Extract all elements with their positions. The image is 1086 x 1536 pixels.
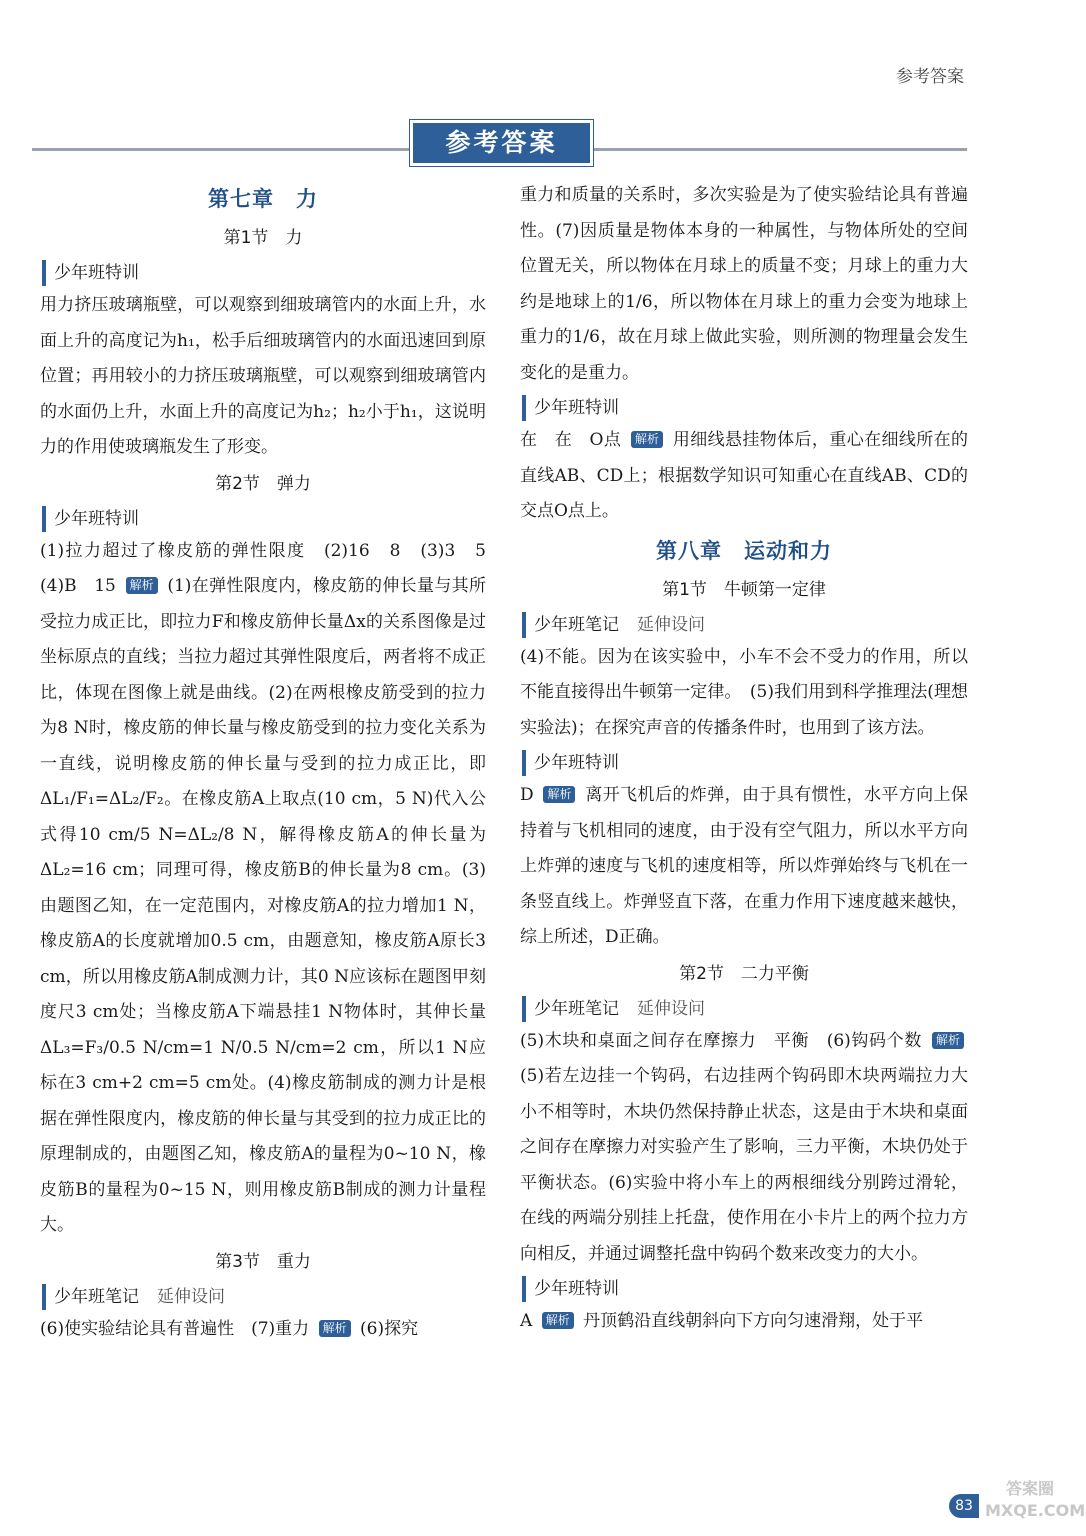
answer-text: 在 在 O点 bbox=[520, 430, 622, 450]
label-text: 少年班笔记 bbox=[534, 998, 619, 1019]
section-label bbox=[522, 395, 968, 421]
label-text: 少年班笔记 bbox=[534, 614, 619, 635]
answer-paragraph bbox=[520, 778, 968, 956]
analysis-text: (6)探究 bbox=[360, 1318, 419, 1339]
answer-text: (1)拉力超过了橡皮筋的弹性限度 (2)16 8 (3)3 5 (4)B 15 bbox=[40, 540, 503, 596]
answer-text: D bbox=[520, 785, 534, 805]
section-title: 第1节 力 bbox=[223, 228, 303, 248]
chapter-7-title: 第七章 力 bbox=[208, 187, 318, 211]
section-label bbox=[522, 996, 968, 1022]
label-subtitle: 延伸设问 bbox=[637, 614, 705, 635]
section-label bbox=[42, 260, 486, 286]
answer-paragraph: 用力挤压玻璃瓶壁，可以观察到细玻璃管内的水面上升，水面上升的高度记为h₁，松手后细玻璃管内的水面迅速回到原位置；再用较小的力挤压玻璃瓶壁，可以观察到细玻璃管内的水面仍上升，水面上升的高度记为h₂；h₂小于h₁，这说明力的作用使玻璃瓶发生了形变。 bbox=[40, 295, 486, 457]
left-column bbox=[40, 178, 503, 1347]
section-title: 第2节 弹力 bbox=[215, 473, 311, 494]
watermark-text: 答案圈 bbox=[1005, 1479, 1054, 1498]
analysis-text: 离开飞机后的炸弹，由于具有惯性，水平方向上保持着与飞机相同的速度，由于没有空气阻力，所以水平方向上炸弹的速度与飞机的速度相等，所以炸弹始终与飞机在一条竖直线上。炸弹竖直下落，在重力作用下速度越来越快，综上所述，D正确。 bbox=[520, 785, 969, 947]
section-label bbox=[522, 612, 968, 638]
watermark bbox=[985, 1478, 1086, 1533]
section-title: 第3节 重力 bbox=[215, 1251, 311, 1272]
section-label bbox=[522, 750, 968, 776]
answer-paragraph: 重力和质量的关系时，多次实验是为了使实验结论具有普遍性。(7)因质量是物体本身的一种属性，与物体所处的空间位置无关，所以物体在月球上的质量不变；月球上的重力大约是地球上的1/6，所以物体在月球上的重力会变为地球上重力的1/6，故在月球上做此实验，则所测的物理量会发生变化的是重力。 bbox=[520, 185, 968, 383]
analysis-text: 丹顶鹤沿直线朝斜向下方向匀速滑翔，处于平 bbox=[583, 1311, 924, 1331]
label-text: 少年班特训 bbox=[534, 1279, 619, 1299]
right-column bbox=[520, 178, 968, 1340]
running-head: 参考答案 bbox=[896, 67, 964, 87]
answer-paragraph bbox=[40, 1312, 486, 1348]
watermark-url: MXQE.COM bbox=[985, 1501, 1086, 1520]
answer-text: (5)木块和桌面之间存在摩擦力 平衡 (6)钩码个数 bbox=[520, 1030, 922, 1051]
analysis-tag: 解析 bbox=[542, 1312, 574, 1329]
label-subtitle: 延伸设问 bbox=[157, 1286, 225, 1307]
analysis-tag: 解析 bbox=[932, 1032, 964, 1049]
answer-paragraph bbox=[520, 1304, 968, 1340]
label-subtitle: 延伸设问 bbox=[637, 998, 705, 1019]
answer-text: (6)使实验结论具有普遍性 (7)重力 bbox=[40, 1318, 310, 1339]
analysis-text: (5)若左边挂一个钩码，右边挂两个钩码即木块两端拉力大小不相等时，木块仍然保持静止状态，这是由于木块和桌面之间存在摩擦力对实验产生了影响，三力平衡，木块仍处于平衡状态。(6)实验中将小车上的两根细线分别跨过滑轮，在线的两端分别挂上托盘，使作用在小卡片上的两个拉力方向相反，并通过调整托盘中钩码个数来改变力的大小。 bbox=[520, 1066, 968, 1264]
analysis-tag: 解析 bbox=[543, 786, 575, 803]
section-title: 第1节 牛顿第一定律 bbox=[662, 579, 826, 600]
section-title: 第2节 二力平衡 bbox=[679, 963, 809, 984]
answer-paragraph: (4)不能。因为在该实验中，小车不会不受力的作用，所以不能直接得出牛顿第一定律。 (5)我们用到科学推理法(理想实验法)；在探究声音的传播条件时，也用到了该方法。 bbox=[520, 646, 968, 738]
chapter-8-title: 第八章 运动和力 bbox=[656, 538, 832, 563]
answer-paragraph bbox=[520, 423, 968, 530]
analysis-tag: 解析 bbox=[319, 1320, 351, 1337]
page-number: 83 bbox=[949, 1494, 979, 1518]
label-text: 少年班特训 bbox=[534, 398, 619, 418]
label-text: 少年班特训 bbox=[534, 753, 619, 773]
section-label bbox=[522, 1276, 968, 1302]
answer-paragraph bbox=[40, 534, 503, 1244]
label-text: 少年班特训 bbox=[54, 263, 139, 283]
answer-paragraph bbox=[520, 1024, 968, 1273]
analysis-tag: 解析 bbox=[126, 577, 158, 594]
answer-banner: 参考答案 bbox=[410, 120, 593, 166]
section-label bbox=[42, 1284, 486, 1310]
section-label bbox=[42, 506, 486, 532]
label-text: 少年班笔记 bbox=[54, 1286, 139, 1307]
analysis-text: 用细线悬挂物体后，重心在细线所在的直线AB、CD上；根据数学知识可知重心在直线AB、CD的交点O点上。 bbox=[520, 430, 969, 521]
label-text: 少年班特训 bbox=[54, 508, 139, 529]
analysis-text: (1)在弹性限度内，橡皮筋的伸长量与其所受拉力成正比，即拉力F和橡皮筋伸长量Δx的关系图像是过坐标原点的直线；当拉力超过其弹性限度后，两者将不成正比，体现在图像上就是曲线。(2)在两根橡皮筋受到的拉力为8 N时，橡皮筋的伸长量与橡皮筋受到的拉力变化关系为一直线，说明橡皮筋的伸长量与受到的拉力成正比，即ΔL₁/F₁=ΔL₂/F₂。在橡皮筋A上取点(10 cm，5 N)代入公式得10 cm/5 N=ΔL₂/8 N，解得橡皮筋A的伸长量为ΔL₂=16 cm；同理可得，橡皮筋B的伸长量为8 cm。(3)由题图乙知，在一定范围内，对橡皮筋A的拉力增加1 N，橡皮筋A的长度就增加0.5 cm，由题意知，橡皮筋A原长3 cm，所以用橡皮筋A制成测力计，其0 N应该标在题图甲刻度尺3 cm处；当橡皮筋A下端悬挂1 N物体时，其伸长量ΔL₃=F₃/0.5 N/cm=1 N/0.5 N/cm=2 cm，所以1 N应标在3 cm+2 cm=5 cm处。(4)橡皮筋制成的测力计是根据在弹性限度内，橡皮筋的伸长量与其受到的拉力成正比的原理制成的，由题图乙知，橡皮筋A的量程为0~10 N，橡皮筋B的量程为0~15 N，则用橡皮筋B制成的测力计量程大。 bbox=[40, 576, 486, 1235]
analysis-tag: 解析 bbox=[631, 431, 663, 448]
answer-text: A bbox=[520, 1311, 533, 1331]
